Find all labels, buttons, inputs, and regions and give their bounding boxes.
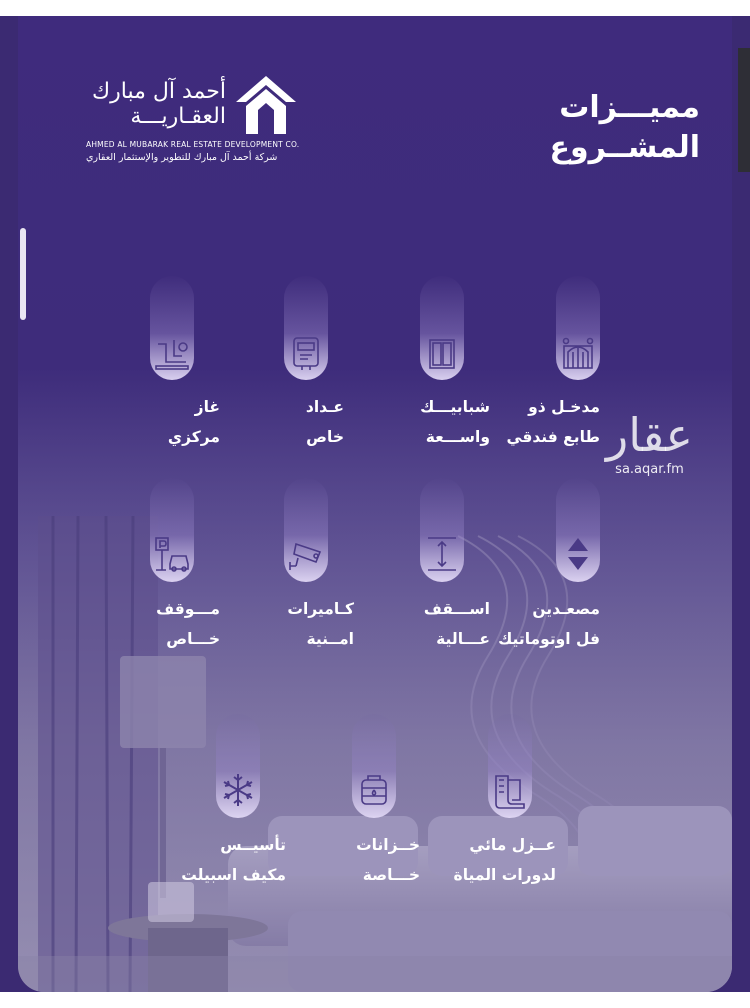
logo-name-line-2: العقـاريـــة [130, 104, 226, 129]
feature-label-insulation: عــزل مائي لدورات المياة [453, 836, 556, 884]
feature-label-meter: عـداد خاص [305, 398, 344, 446]
feature-pill-ac [216, 714, 260, 818]
feature-pill-gas [150, 276, 194, 380]
feature-label-hotel-entrance: مدخـل ذو طابع فندقي [506, 398, 600, 446]
right-edge-tab [738, 48, 750, 172]
bottom-strip [0, 992, 750, 1008]
feature-pill-parking [150, 478, 194, 582]
logo-english-name: AHMED AL MUBARAK REAL ESTATE DEVELOPMENT CO. [86, 140, 300, 149]
logo-mark-icon [230, 76, 302, 136]
watermark-word: عقار [606, 408, 693, 462]
feature-pill-windows [420, 276, 464, 380]
insulation-icon [490, 770, 530, 810]
feature-pill-meter [284, 276, 328, 380]
feature-label-elevators: مصعـدين فل اوتوماتيك [498, 600, 600, 648]
title-line-2: المشــروع [549, 130, 700, 165]
title-line-1: مميـــزات [559, 90, 700, 125]
promo-card [18, 16, 732, 992]
feature-pill-cameras [284, 478, 328, 582]
feature-pill-hotel-entrance [556, 276, 600, 380]
logo-arabic-subtitle: شركة أحمد آل مبارك للتطوير والإستثمار العقاري [86, 152, 278, 163]
feature-label-windows: شبابيـــك واســـعة [420, 398, 490, 446]
feature-label-cameras: كـاميرات امــنية [287, 600, 354, 648]
aqar-watermark [606, 408, 693, 478]
logo-name-line-1: أحمد آل مبارك [92, 79, 226, 104]
feature-label-gas: غاز مركزي [167, 398, 220, 446]
feature-label-parking: مـــوقف خـــاص [156, 600, 220, 648]
parking-icon [152, 534, 192, 574]
section-title [550, 88, 701, 168]
gas-pipe-icon [152, 332, 192, 372]
feature-pill-insulation [488, 714, 532, 818]
elevator-icon [558, 534, 598, 574]
scrollbar-thumb[interactable] [20, 228, 26, 320]
logo-name [92, 80, 226, 130]
feature-pill-ceilings [420, 478, 464, 582]
snowflake-icon [218, 770, 258, 810]
watermark-url: sa.aqar.fm [615, 462, 684, 477]
meter-icon [286, 332, 326, 372]
top-strip [0, 0, 750, 16]
company-logo [86, 76, 306, 172]
ceiling-height-icon [422, 534, 462, 574]
camera-icon [286, 534, 326, 574]
feature-label-water-tanks: خــزانات خـــاصة [356, 836, 420, 884]
window-icon [422, 332, 462, 372]
feature-pill-elevators [556, 478, 600, 582]
feature-label-ac: تأسيــس مكيف اسبيلت [181, 836, 286, 884]
gate-icon [558, 332, 598, 372]
water-tank-icon [354, 770, 394, 810]
feature-label-ceilings: اســـقف عـــالية [423, 600, 490, 648]
feature-pill-water-tanks [352, 714, 396, 818]
